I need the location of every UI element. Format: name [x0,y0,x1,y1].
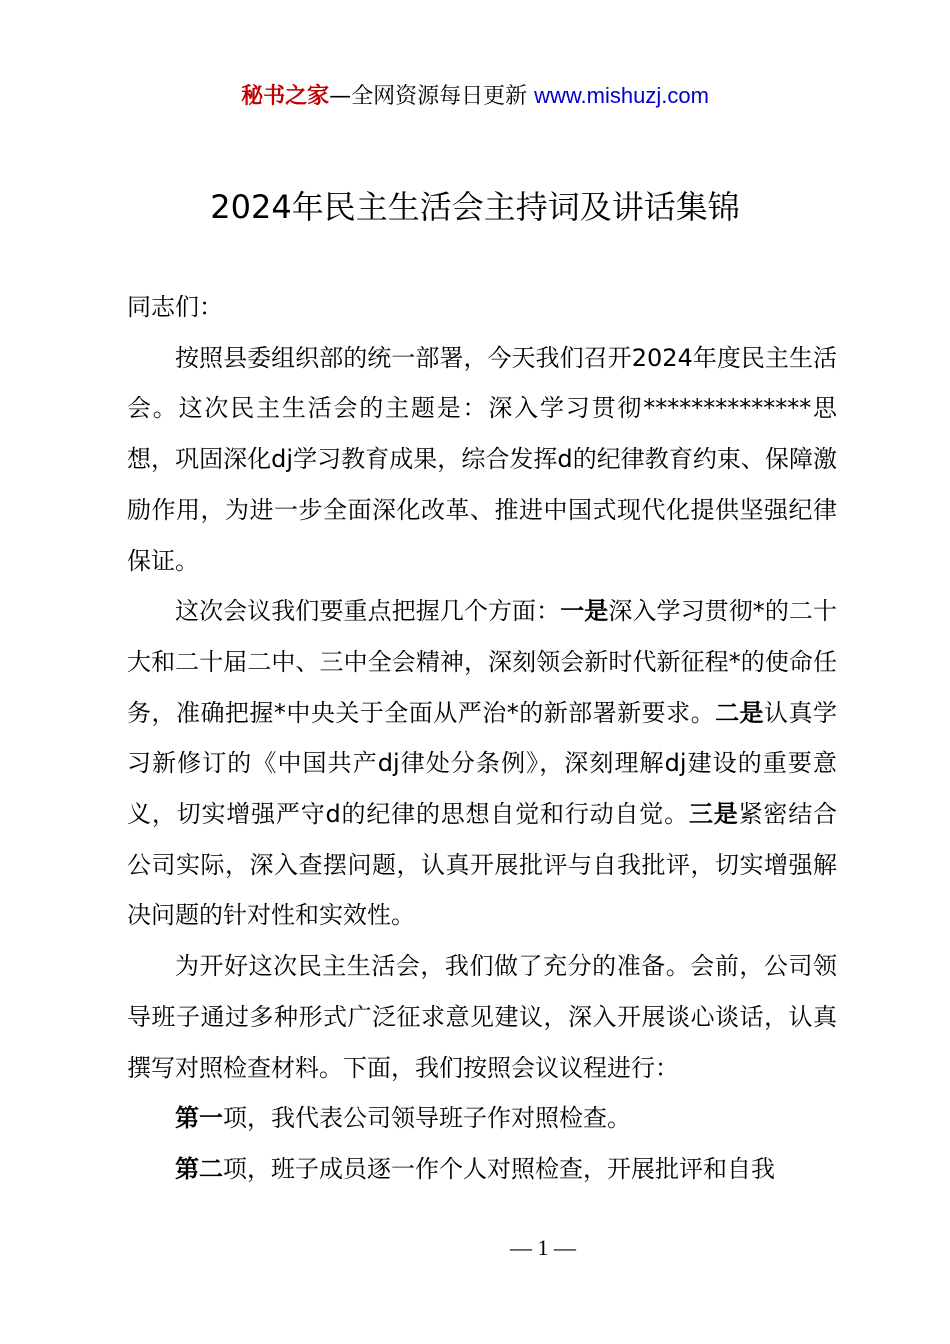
document-body [127,282,837,1195]
banner-tagline: —全网资源每日更新 [329,84,528,109]
agenda-item-2 [127,1144,837,1195]
document-title: 2024年民主生活会主持词及讲话集锦 [210,188,740,226]
agenda-text-1: 项，我代表公司领导班子作对照检查。 [223,1104,631,1133]
greeting: 同志们： [127,293,223,321]
point-label-2: 二是 [715,698,765,727]
point-text-2: 认真学习新修订的《中国共产dj律处分条例》，深刻理解dj建设的重要意义，切实增强严守d的纪律的思想自觉和行动自觉。 [127,698,838,829]
paragraph-2-intro: 这次会议我们要重点把握几个方面： [175,597,561,626]
point-text-3: 紧密结合公司实际，深入查摆问题，认真开展批评与自我批评，切实增强解决问题的针对性和实效性。 [127,800,838,930]
agenda-text-2: 项，班子成员逐一作个人对照检查，开展批评和自我 [223,1154,775,1183]
page-number: — 1 — [510,1235,576,1260]
agenda-label-2: 第二 [175,1154,223,1183]
paragraph-3: 为开好这次民主生活会，我们做了充分的准备。会前，公司领导班子通过多种形式广泛征求意见建议，深入开展谈心谈话，认真撰写对照检查材料。下面，我们按照会议议程进行： [127,952,837,1082]
paragraph-2 [127,586,837,941]
agenda-item-1 [127,1093,837,1144]
agenda-label-1: 第一 [175,1104,223,1133]
banner-site-link[interactable]: www.mishuzj.com [534,83,709,108]
site-banner [0,80,950,113]
paragraph-1: 按照县委组织部的统一部署，今天我们召开2024年度民主生活会。这次民主生活会的主题是：深入学习贯彻**************思想，巩固深化dj学习教育成果，综合发挥d的纪律教育约束、保障激励作用，为进一步全面深化改革、推进中国式现代化提供坚强纪律保证。 [127,343,837,575]
point-text-1: 深入学习贯彻*的二十大和二十届二中、三中全会精神，深刻领会新时代新征程*的使命任务，准确把握*中央关于全面从严治*的新部署新要求。 [127,597,838,727]
point-label-3: 三是 [688,800,739,829]
banner-brand: 秘书之家 [241,84,330,109]
point-label-1: 一是 [560,597,609,626]
